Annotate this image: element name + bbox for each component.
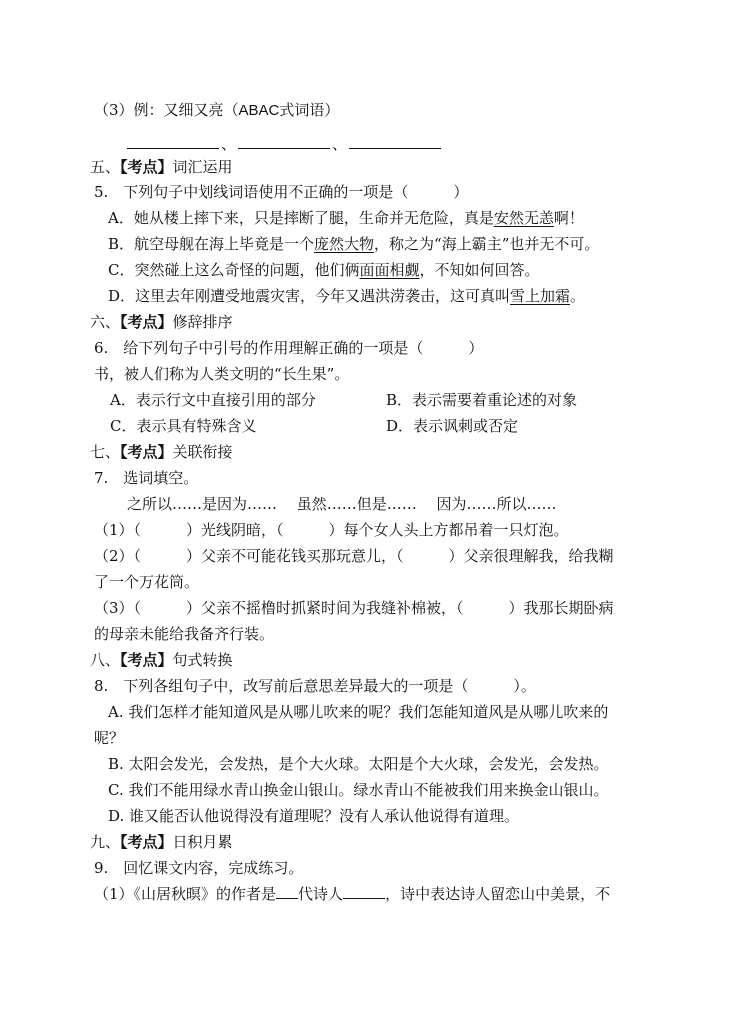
q7-item3-line1: （3）（ ）父亲不摇橹时抓紧时间为我缝补棉被，（ ）我那长期卧病 <box>94 599 614 617</box>
q7-stem: 7. 选词填空。 <box>94 469 199 487</box>
q9-stem: 9. 回忆课文内容，完成练习。 <box>94 859 304 877</box>
q6-option-d: D．表示讽刺或否定 <box>386 417 519 435</box>
q5-option-d: D．这里去年刚遭受地震灾害，今年又遇洪涝袭击，这可真叫雪上加霜。 <box>108 287 586 305</box>
q6-stem: 6. 给下列句子中引号的作用理解正确的一项是（ ） <box>94 339 484 357</box>
q8-option-a-line1: A. 我们怎样才能知道风是从哪儿吹来的呢？我们怎能知道风是从哪儿吹来的 <box>108 703 609 721</box>
q7-item1: （1）（ ）光线阴暗，（ ）每个女人头上方都吊着一只灯泡。 <box>94 521 569 539</box>
answer-blank[interactable] <box>238 134 330 149</box>
q7-word-options: 之所以……是因为…… 虽然……但是…… 因为……所以…… <box>127 495 557 513</box>
q5-option-a: A．她从楼上摔下来，只是摔断了腿，生命并无危险，真是安然无恙啊！ <box>108 209 584 227</box>
q6-option-a: A．表示行文中直接引用的部分 <box>110 391 316 409</box>
section-heading-8: 八、【考点】句式转换 <box>90 651 233 669</box>
q6-option-b: B．表示需要着重论述的对象 <box>386 391 578 409</box>
q4-item3-blanks: 、 、 <box>127 134 741 154</box>
q7-item2-line1: （2）（ ）父亲不可能花钱买那玩意儿，（ ）父亲很理解我，给我糊 <box>94 547 614 565</box>
q8-stem: 8. 下列各组句子中，改写前后意思差异最大的一项是（ ）。 <box>94 677 536 695</box>
q8-option-a-line2: 呢？ <box>94 729 125 747</box>
section-heading-7: 七、【考点】关联衔接 <box>90 443 233 461</box>
answer-blank[interactable] <box>276 884 298 899</box>
q7-item2-line2: 了一个万花筒。 <box>94 573 200 591</box>
q8-option-c: C. 我们不能用绿水青山换金山银山。绿水青山不能被我们用来换金山银山。 <box>108 781 609 799</box>
q5-option-c: C．突然碰上这么奇怪的问题，他们俩面面相觑，不知如何回答。 <box>108 261 540 279</box>
q7-item3-line2: 的母亲未能给我备齐行装。 <box>94 625 275 643</box>
section-heading-5: 五、【考点】词汇运用 <box>90 158 233 176</box>
answer-blank[interactable] <box>343 884 385 899</box>
q4-item3: （3）例：又细又亮（ABAC式词语） <box>94 101 340 119</box>
q8-option-b: B. 太阳会发光，会发热，是个大火球。太阳是个大火球，会发光，会发热。 <box>108 755 609 773</box>
q5-stem: 5. 下列句子中划线词语使用不正确的一项是（ ） <box>94 183 469 201</box>
q6-sentence: 书，被人们称为人类文明的“长生果”。 <box>94 365 350 383</box>
section-heading-6: 六、【考点】修辞排序 <box>90 313 233 331</box>
q5-option-b: B．航空母舰在海上毕竟是一个庞然大物，称之为“海上霸主”也并无不可。 <box>108 235 600 253</box>
q8-option-d: D. 谁又能否认他说得没有道理呢？没有人承认他说得有道理。 <box>108 807 520 825</box>
q6-option-c: C．表示具有特殊含义 <box>110 417 257 435</box>
answer-blank[interactable] <box>349 134 441 149</box>
q9-item1: （1）《山居秋暝》的作者是 代诗人 ，诗中表达诗人留恋山中美景，不 <box>94 885 611 903</box>
section-heading-9: 九、【考点】日积月累 <box>90 833 233 851</box>
answer-blank[interactable] <box>127 134 219 149</box>
